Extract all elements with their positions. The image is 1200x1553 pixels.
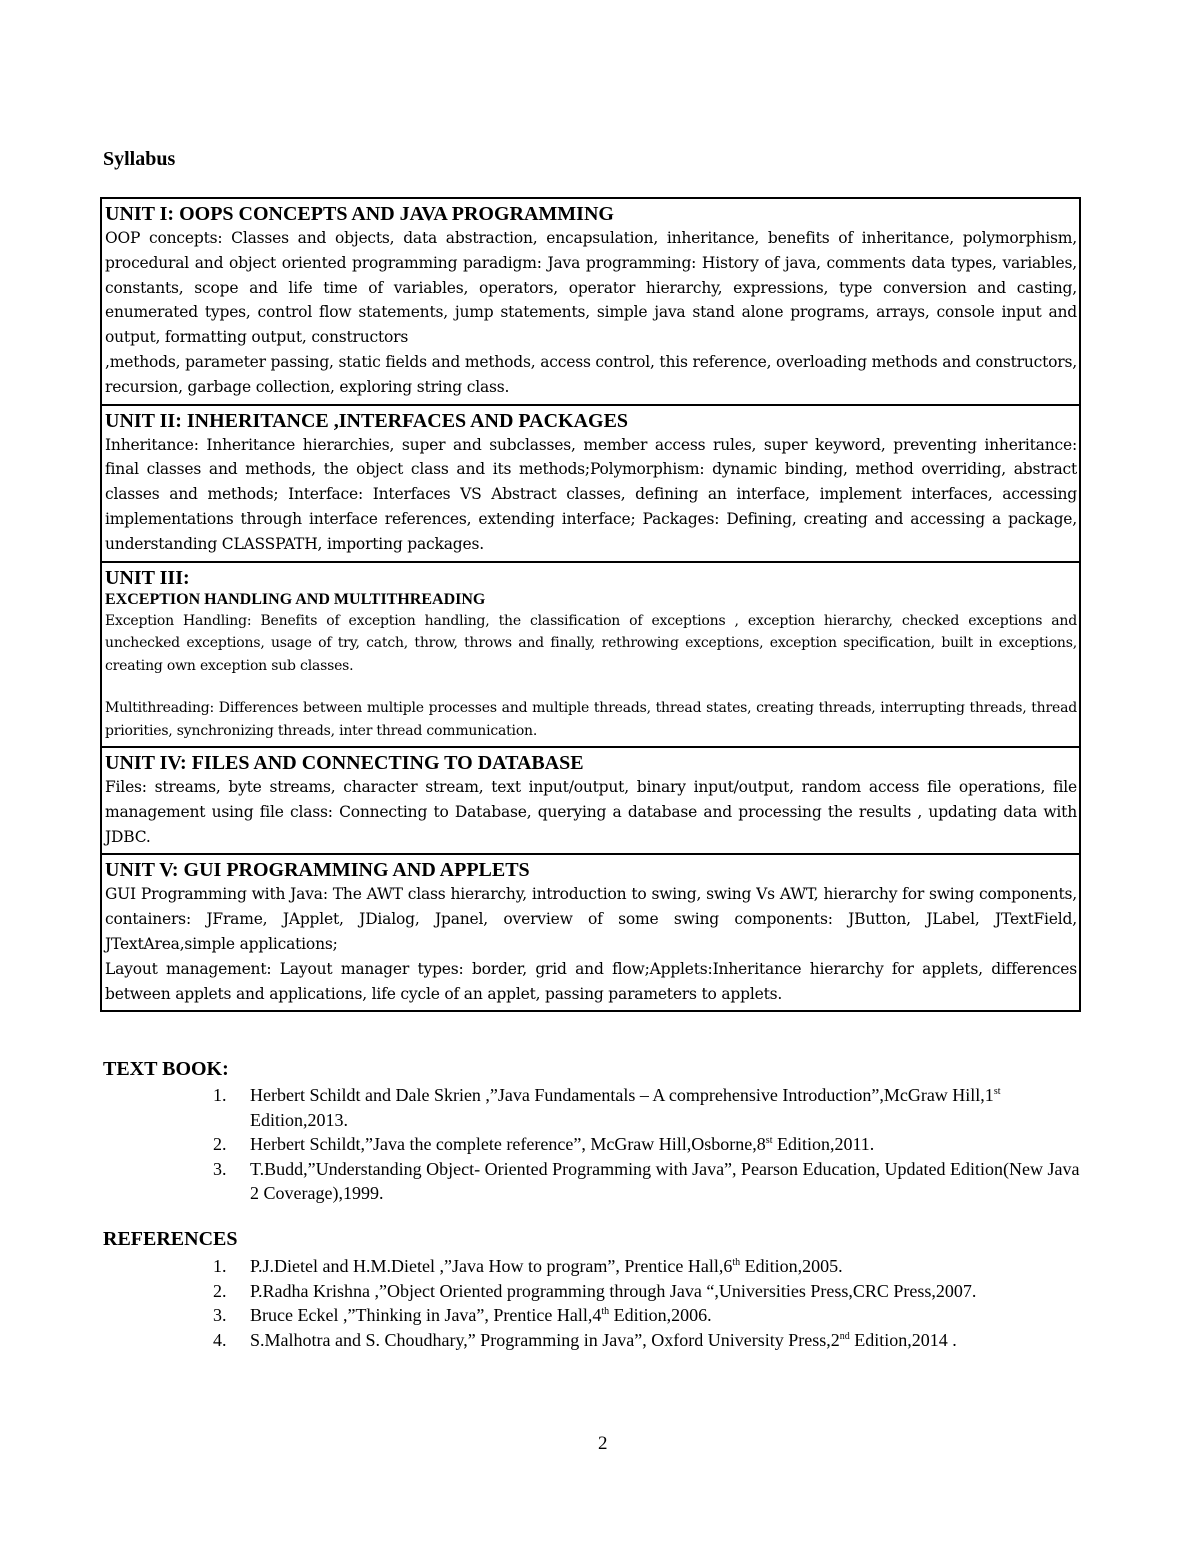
list-item: 3. Bruce Eckel ,”Thinking in Java”, Prentice Hall,4th Edition,2006. — [213, 1305, 712, 1325]
textbook-list — [213, 1083, 1083, 1206]
unit-paragraph: Layout management: Layout manager types: border, grid and flow;Applets:Inheritance hierarchy for applets, differences between applets and applications, life cycle of an applet, passing parameters to applets. — [105, 959, 1077, 1003]
unit-5 — [102, 855, 1079, 1010]
syllabus-units-table — [100, 197, 1081, 1012]
page-number: 2 — [598, 1433, 608, 1454]
unit-paragraph: Files: streams, byte streams, character stream, text input/output, binary input/output, random access file operations, file management using file class: Connecting to Database, querying a database and processing the results , updating data with JDBC. — [105, 778, 1077, 846]
list-item: 2. Herbert Schildt,”Java the complete reference”, McGraw Hill,Osborne,8st Edition,2011. — [213, 1134, 875, 1154]
textbook-heading: TEXT BOOK: — [103, 1058, 229, 1080]
unit-heading: UNIT I: OOPS CONCEPTS AND JAVA PROGRAMMING — [105, 203, 614, 225]
unit-heading: UNIT IV: FILES AND CONNECTING TO DATABASE — [105, 752, 584, 775]
unit-1 — [102, 199, 1079, 406]
unit-paragraph: Multithreading: Differences between multiple processes and multiple threads, thread states, creating threads, interrupting threads, thread priorities, synchronizing threads, inter thread communication. — [105, 700, 1077, 739]
page-title: Syllabus — [103, 148, 176, 170]
unit-paragraph: OOP concepts: Classes and objects, data abstraction, encapsulation, inheritance, benefits of inheritance, polymorphism, procedural and object oriented programming paradigm: Java programming: History of java, comments data types, variables, constants, scope and life time of variables, operators, operator hierarchy, expressions, type conversion and casting, enumerated types, control flow statements, jump statements, simple java stand alone programs, arrays, console input and output, formatting output, constructors — [105, 229, 1077, 347]
unit-heading: UNIT III: — [105, 566, 190, 589]
unit-body — [105, 226, 1077, 400]
unit-paragraph: GUI Programming with Java: The AWT class hierarchy, introduction to swing, swing Vs AWT, hierarchy for swing components, containers: JFrame, JApplet, JDialog, Jpanel, overview of some swing components: JButton, JLabel, JTextField, JTextArea,simple applications; — [105, 885, 1077, 954]
unit-paragraph: Inheritance: Inheritance hierarchies, super and subclasses, member access rules, super keyword, preventing inheritance: final classes and methods, the object class and its methods;Polymorphism: dynamic binding, method overriding, abstract classes and methods; Interface: Interfaces VS Abstract classes, defining an interface, implement interfaces, accessing implementations through interface references, extending interface; Packages: Defining, creating and accessing a package, understanding CLASSPATH, importing packages. — [105, 435, 1077, 553]
unit-3 — [102, 563, 1079, 749]
list-item: 1. Herbert Schildt and Dale Skrien ,”Java Fundamentals – A comprehensive Introduction”,McGraw Hill,1st Edition,2013. — [213, 1085, 1001, 1130]
unit-paragraph: ,methods, parameter passing, static fields and methods, access control, this reference, overloading methods and constructors, recursion, garbage collection, exploring string class. — [105, 352, 1077, 396]
unit-body — [105, 610, 1077, 743]
unit-heading: UNIT V: GUI PROGRAMMING AND APPLETS — [105, 859, 530, 882]
unit-paragraph: Exception Handling: Benefits of exception handling, the classification of exceptions , exception hierarchy, checked exceptions and unchecked exceptions, usage of try, catch, throw, throws and finally, rethrowing exceptions, exception specification, built in exceptions, creating own exception sub classes. — [105, 612, 1077, 674]
unit-body — [105, 433, 1077, 557]
list-item: 4. S.Malhotra and S. Choudhary,” Programming in Java”, Oxford University Press,2nd Edition,2014 . — [213, 1329, 957, 1350]
list-item: 2. P.Radha Krishna ,”Object Oriented programming through Java “,Universities Press,CRC Press,2007. — [213, 1280, 977, 1301]
references-list — [213, 1254, 1083, 1352]
unit-4 — [102, 748, 1079, 855]
unit-heading: UNIT II: INHERITANCE ,INTERFACES AND PACKAGES — [105, 409, 629, 432]
list-item: 3. T.Budd,”Understanding Object- Oriented Programming with Java”, Pearson Education, Updated Edition(New Java 2 Coverage),1999. — [213, 1158, 1080, 1203]
unit-2 — [102, 406, 1079, 563]
unit-subheading: EXCEPTION HANDLING AND MULTITHREADING — [105, 590, 486, 608]
references-heading: REFERENCES — [103, 1228, 238, 1250]
unit-body — [105, 882, 1077, 1006]
unit-body — [105, 775, 1077, 849]
list-item: 1. P.J.Dietel and H.M.Dietel ,”Java How to program”, Prentice Hall,6th Edition,2005. — [213, 1256, 843, 1276]
